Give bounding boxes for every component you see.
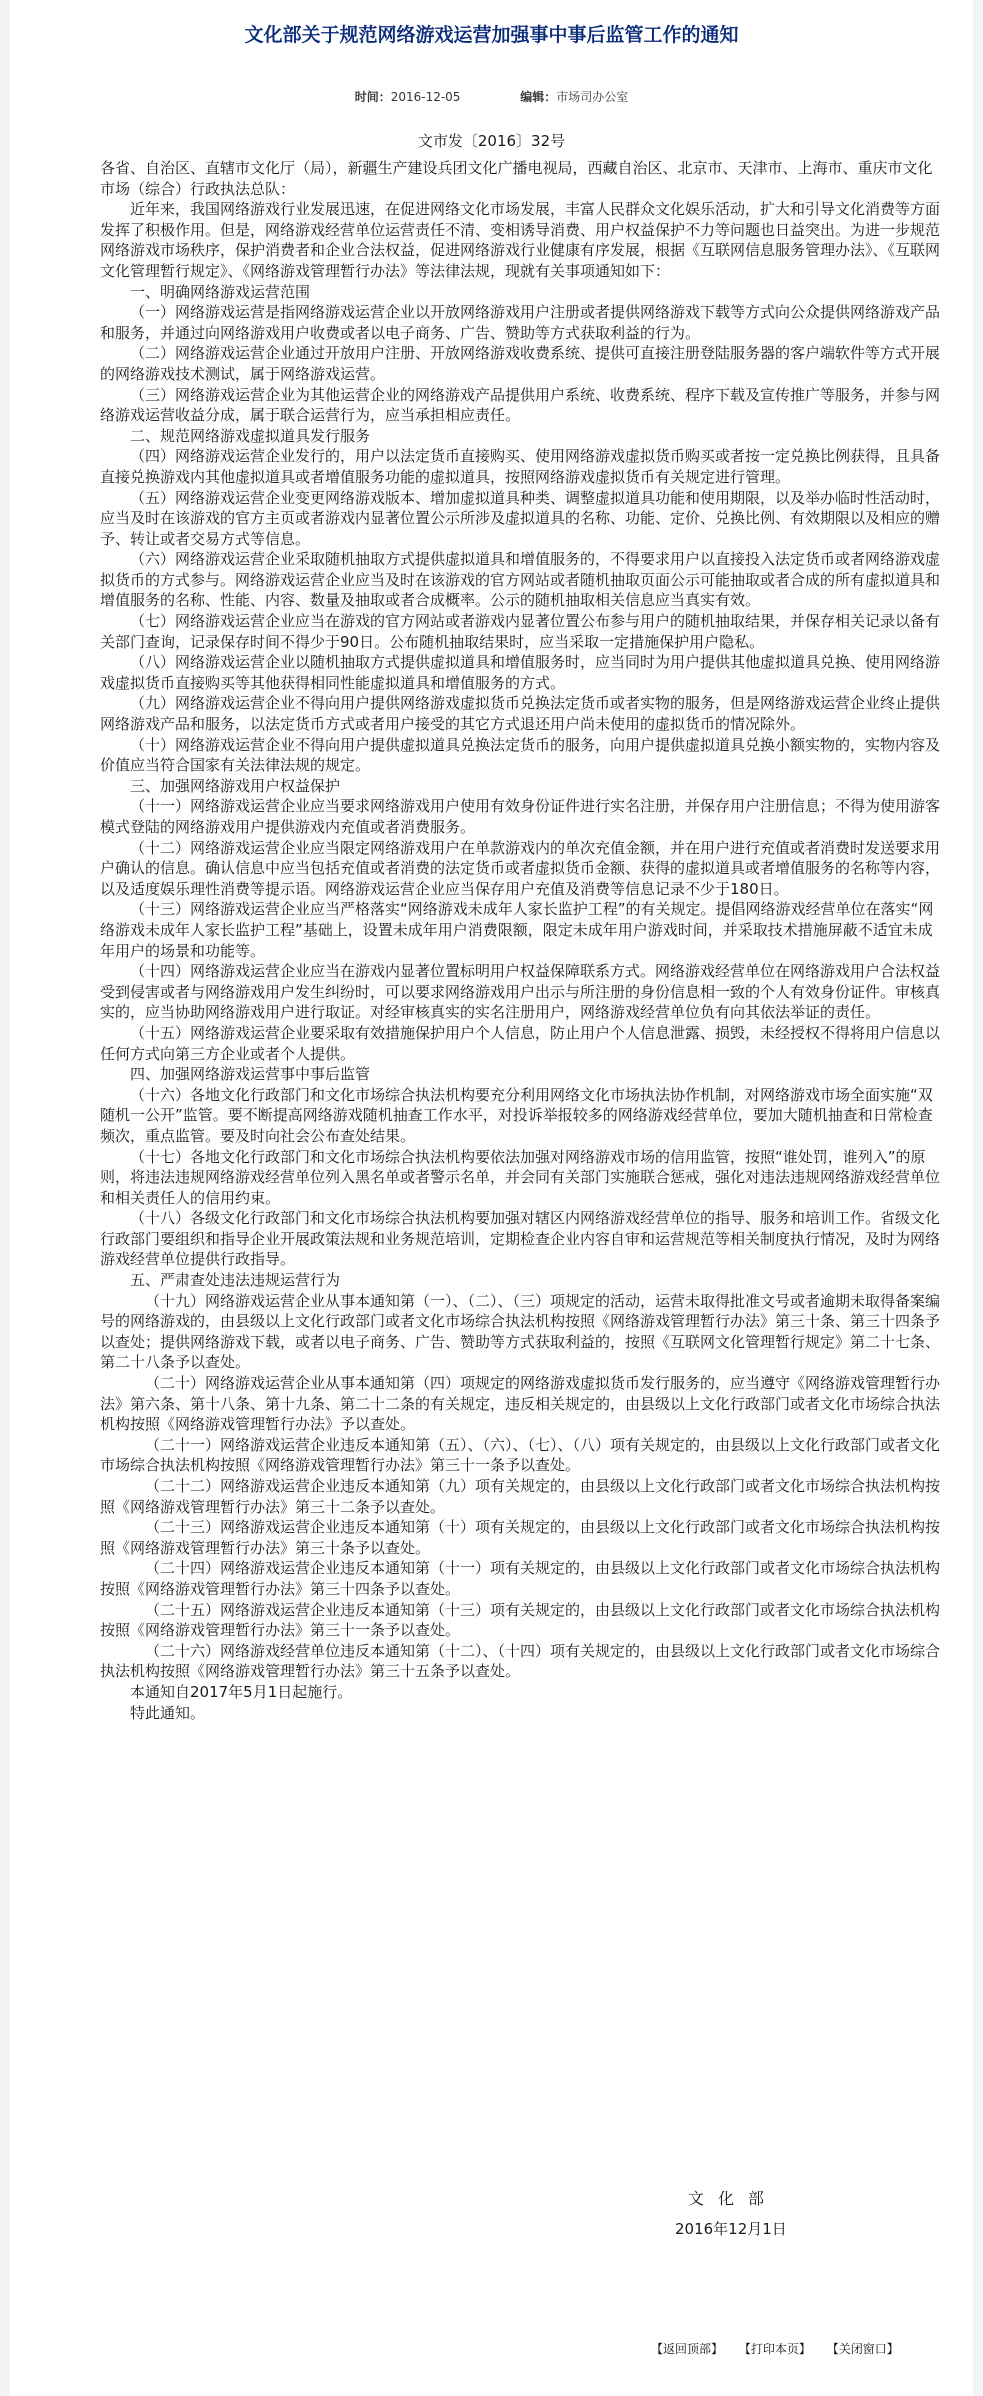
paragraph: 本通知自2017年5月1日起施行。 [130, 1682, 353, 1701]
paragraph: （十一）网络游戏运营企业应当要求网络游戏用户使用有效身份证件进行实名注册，并保存用户注册信息；不得为使用游客模式登陆的网络游戏用户提供游戏内充值或者消费服务。 [100, 797, 941, 836]
paragraph: （二十五）网络游戏运营企业违反本通知第（十三）项有关规定的，由县级以上文化行政部门或者文化市场综合执法机构按照《网络游戏管理暂行办法》第三十一条予以查处。 [100, 1600, 941, 1640]
paragraph: 近年来，我国网络游戏行业发展迅速，在促进网络文化市场发展，丰富人民群众文化娱乐活动，扩大和引导文化消费等方面发挥了积极作用。但是，网络游戏经营单位运营责任不清、变相诱导消费、用户权益保护不力等问题也日益突出。为进一步规范网络游戏市场秩序，保护消费者和企业合法权益，促进网络游戏行业健康有序发展，根据《互联网信息服务管理办法》、《互联网文化管理暂行规定》、《网络游戏管理暂行办法》等法律法规，现就有关事项通知如下： [100, 200, 941, 280]
paragraph: （五）网络游戏运营企业变更网络游戏版本、增加虚拟道具种类、调整虚拟道具功能和使用期限，以及举办临时性活动时，应当及时在该游戏的官方主页或者游戏内显著位置公示所涉及虚拟道具的名称、功能、定价、兑换比例、有效期限以及相应的赠予、转让或者交易方式等信息。 [100, 488, 941, 548]
paragraph: 特此通知。 [130, 1703, 206, 1722]
paragraph: （十六）各地文化行政部门和文化市场综合执法机构要充分利用网络文化市场执法协作机制，对网络游戏市场全面实施“双随机一公开”监管。要不断提高网络游戏随机抽查工作水平，对投诉举报较多的网络游戏经营单位，要加大随机抽查和日常检查频次，重点监管。要及时向社会公布查处结果。 [100, 1085, 933, 1145]
paragraph: （九）网络游戏运营企业不得向用户提供网络游戏虚拟货币兑换法定货币或者实物的服务，但是网络游戏运营企业终止提供网络游戏产品和服务，以法定货币方式或者用户接受的其它方式退还用户尚未使用的虚拟货币的情况除外。 [100, 694, 941, 734]
close-window-link[interactable]: 【关闭窗口】 [826, 2342, 899, 2356]
paragraph: （十三）网络游戏运营企业应当严格落实“网络游戏未成年人家长监护工程”的有关规定。提倡网络游戏经营单位在落实“网络游戏未成年人家长监护工程”基础上，设置未成年用户消费限额，限定未成年用户游戏时间，并采取技术措施屏蔽不适宜未成年用户的场景和功能等。 [100, 900, 934, 960]
paragraph: 四、加强网络游戏运营事中事后监管 [130, 1065, 371, 1084]
publish-time [355, 88, 461, 105]
paragraph: （四）网络游戏运营企业发行的，用户以法定货币直接购买、使用网络游戏虚拟货币购买或者按一定兑换比例获得，且具备直接兑换游戏内其他虚拟道具或者增值服务功能的虚拟道具，按照网络游戏虚拟货币有关规定进行管理。 [100, 447, 941, 486]
paragraph: （二十二）网络游戏运营企业违反本通知第（九）项有关规定的，由县级以上文化行政部门或者文化市场综合执法机构按照《网络游戏管理暂行办法》第三十二条予以查处。 [100, 1477, 941, 1516]
paragraph: （二十一）网络游戏运营企业违反本通知第（五）、（六）、（七）、（八）项有关规定的，由县级以上文化行政部门或者文化市场综合执法机构按照《网络游戏管理暂行办法》第三十一条予以查处。 [100, 1435, 941, 1475]
paragraph: （二十三）网络游戏运营企业违反本通知第（十）项有关规定的，由县级以上文化行政部门或者文化市场综合执法机构按照《网络游戏管理暂行办法》第三十条予以查处。 [100, 1518, 941, 1557]
paragraph: （七）网络游戏运营企业应当在游戏的官方网站或者游戏内显著位置公布参与用户的随机抽取结果，并保存相关记录以备有关部门查询，记录保存时间不得少于90日。公布随机抽取结果时，应当采取一定措施保护用户隐私。 [100, 612, 941, 651]
paragraph: （一）网络游戏运营是指网络游戏运营企业以开放网络游戏用户注册或者提供网络游戏下载等方式向公众提供网络游戏产品和服务，并通过向网络游戏用户收费或者以电子商务、广告、赞助等方式获取利益的行为。 [100, 303, 941, 342]
paragraph: 五、严肃查处违法违规运营行为 [130, 1271, 341, 1290]
page-title: 文化部关于规范网络游戏运营加强事中事后监管工作的通知 [244, 24, 739, 46]
time-value: 2016-12-05 [390, 90, 461, 104]
paragraph: （十七）各地文化行政部门和文化市场综合执法机构要依法加强对网络游戏市场的信用监管，按照“谁处罚，谁列入”的原则，将违法违规网络游戏经营单位列入黑名单或者警示名单，并会同有关部门实施联合惩戒，强化对违法违规网络游戏经营单位和相关责任人的信用约束。 [100, 1147, 941, 1207]
paragraph: （二十四）网络游戏运营企业违反本通知第（十一）项有关规定的，由县级以上文化行政部门或者文化市场综合执法机构按照《网络游戏管理暂行办法》第三十四条予以查处。 [100, 1559, 941, 1598]
signature-org: 文化部 [688, 2189, 779, 2208]
paragraph: 各省、自治区、直辖市文化厅（局），新疆生产建设兵团文化广播电视局，西藏自治区、北京市、天津市、上海市、重庆市文化市场（综合）行政执法总队： [100, 159, 933, 198]
paragraph: （十二）网络游戏运营企业应当限定网络游戏用户在单款游戏内的单次充值金额，并在用户进行充值或者消费时发送要求用户确认的信息。确认信息中应当包括充值或者消费的法定货币或者虚拟货币金额、获得的虚拟道具或者增值服务的名称等内容，以及适度娱乐理性消费等提示语。网络游戏运营企业应当保存用户充值及消费等信息记录不少于180日。 [100, 838, 941, 898]
paragraph: 一、明确网络游戏运营范围 [130, 282, 311, 301]
paragraph: （十九）网络游戏运营企业从事本通知第（一）、（二）、（三）项规定的活动，运营未取得批准文号或者逾期未取得备案编号的网络游戏的，由县级以上文化行政部门或者文化市场综合执法机构按照《网络游戏管理暂行办法》第三十条、第三十四条予以查处；提供网络游戏下载，或者以电子商务、广告、赞助等方式获取利益的，按照《互联网文化管理暂行规定》第二十七条、第二十八条予以查处。 [100, 1291, 941, 1372]
document-page [10, 0, 973, 2396]
paragraph: （八）网络游戏运营企业以随机抽取方式提供虚拟道具和增值服务时，应当同时为用户提供其他虚拟道具兑换、使用网络游戏虚拟货币直接购买等其他获得相同性能虚拟道具和增值服务的方式。 [100, 653, 941, 692]
document-body [100, 158, 940, 1723]
editor-value: 市场司办公室 [556, 90, 629, 104]
back-to-top-link[interactable]: 【返回顶部】 [651, 2342, 724, 2356]
signature-date: 2016年12月1日 [675, 2220, 787, 2238]
paragraph: 二、规范网络游戏虚拟道具发行服务 [130, 426, 371, 445]
time-label: 时间： [354, 90, 391, 104]
meta-line [10, 88, 973, 105]
paragraph: （二十）网络游戏运营企业从事本通知第（四）项规定的网络游戏虚拟货币发行服务的，应当遵守《网络游戏管理暂行办法》第六条、第十八条、第十九条、第二十二条的有关规定，违反相关规定的，由县级以上文化行政部门或者文化市场综合执法机构按照《网络游戏管理暂行办法》予以查处。 [100, 1374, 941, 1434]
editor [520, 88, 628, 105]
footer-links [645, 2340, 905, 2357]
document-number: 文市发〔2016〕32号 [417, 132, 566, 150]
paragraph: （二十六）网络游戏经营单位违反本通知第（十二）、（十四）项有关规定的，由县级以上文化行政部门或者文化市场综合执法机构按照《网络游戏管理暂行办法》第三十五条予以查处。 [100, 1641, 941, 1681]
editor-label: 编辑： [520, 90, 557, 104]
paragraph: （十四）网络游戏运营企业应当在游戏内显著位置标明用户权益保障联系方式。网络游戏经营单位在网络游戏用户合法权益受到侵害或者与网络游戏用户发生纠纷时，可以要求网络游戏用户出示与所注册的身份信息相一致的个人有效身份证件。审核真实的，应当协助网络游戏用户进行取证。对经审核真实的实名注册用户，网络游戏经营单位负有向其依法举证的责任。 [100, 962, 941, 1022]
paragraph: （六）网络游戏运营企业采取随机抽取方式提供虚拟道具和增值服务的，不得要求用户以直接投入法定货币或者网络游戏虚拟货币的方式参与。网络游戏运营企业应当及时在该游戏的官方网站或者随机抽取页面公示可能抽取或者合成的所有虚拟道具和增值服务的名称、性能、内容、数量及抽取或者合成概率。公示的随机抽取相关信息应当真实有效。 [100, 550, 941, 610]
paragraph: 三、加强网络游戏用户权益保护 [130, 776, 341, 795]
paragraph: （十五）网络游戏运营企业要采取有效措施保护用户个人信息，防止用户个人信息泄露、损毁，未经授权不得将用户信息以任何方式向第三方企业或者个人提供。 [100, 1023, 941, 1063]
paragraph: （三）网络游戏运营企业为其他运营企业的网络游戏产品提供用户系统、收费系统、程序下载及宣传推广等服务，并参与网络游戏运营收益分成，属于联合运营行为，应当承担相应责任。 [100, 385, 941, 425]
paragraph: （二）网络游戏运营企业通过开放用户注册、开放网络游戏收费系统、提供可直接注册登陆服务器的客户端软件等方式开展的网络游戏技术测试，属于网络游戏运营。 [100, 344, 941, 383]
paragraph: （十）网络游戏运营企业不得向用户提供虚拟道具兑换法定货币的服务，向用户提供虚拟道具兑换小额实物的，实物内容及价值应当符合国家有关法律法规的规定。 [100, 735, 941, 775]
paragraph: （十八）各级文化行政部门和文化市场综合执法机构要加强对辖区内网络游戏经营单位的指导、服务和培训工作。省级文化行政部门要组织和指导企业开展政策法规和业务规范培训，定期检查企业内容自审和运营规范等相关制度执行情况，及时为网络游戏经营单位提供行政指导。 [100, 1209, 941, 1269]
print-page-link[interactable]: 【打印本页】 [738, 2342, 811, 2356]
